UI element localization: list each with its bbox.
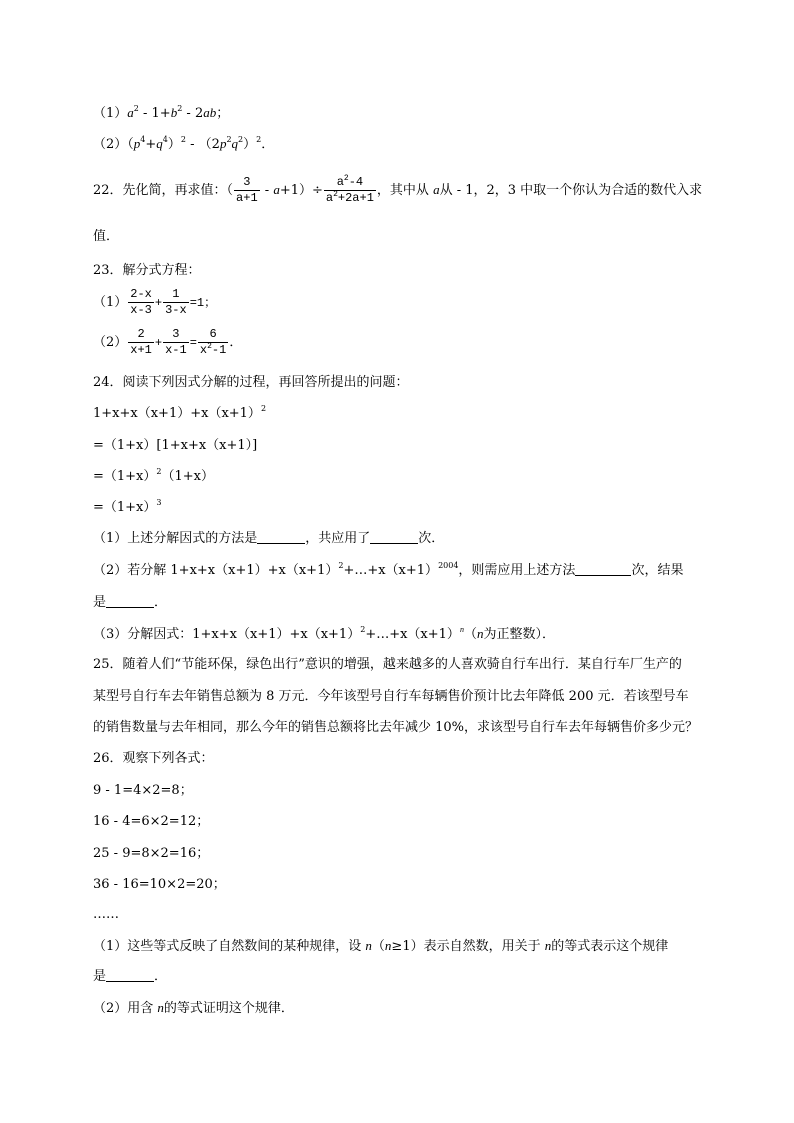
answer-blank xyxy=(370,531,418,544)
q24-part2-line2: 是 ． xyxy=(93,595,168,610)
q26-title: 26．观察下列各式： xyxy=(93,751,214,766)
q24-part3: （3）分解因式：$1+x+x(x+1)+x(x+1)^2+\dots+x(x+1)^n(n$为正整数）． xyxy=(93,625,555,642)
answer-blank xyxy=(106,969,154,982)
q26-part1-line2: 是 ． xyxy=(93,969,168,984)
q26-eq3: 25 - 9=8×2=16； xyxy=(93,846,210,861)
q23-part2: （2） $\frac{2}{x+1}$ + $\frac{3}{x-1}$ = $\frac{6}{x^2-1}$ ． xyxy=(93,327,243,357)
answer-blank xyxy=(257,531,305,544)
q26-eq1: 9 - 1=4×2=8； xyxy=(93,783,193,798)
q24-step1: $1+x+x(x+1)+x(x+1)^2$ xyxy=(93,404,267,421)
q22-line1: 22．先化简，再求值：（ $\frac{3}{a+1}$ - a+1）÷ $\frac{a^2-4}{a^2+2a+1}$ ，其中从 a从 - 1，2，3 中取一个你认为合适的数代入求 xyxy=(93,174,703,205)
q23-title: 23．解分式方程： xyxy=(93,263,201,278)
q23-part1: （1） $\frac{2-x}{x-3}$ + $\frac{1}{3-x}$ =1； xyxy=(93,287,217,317)
q25-line1: 25．随着人们“节能环保，绿色出行”意识的增强，越来越多的人喜欢骑自行车出行．某自行车厂生产的 xyxy=(93,657,682,672)
q23-p2-fraction-2: $\frac{3}{x-1}$ xyxy=(165,327,187,357)
q23-p1-fraction-1: $\frac{2-x}{x-3}$ xyxy=(130,287,152,317)
q24-part1: （1）上述分解因式的方法是 ，共应用了 次． xyxy=(93,531,445,546)
q26-eq2: 16 - 4=6×2=12； xyxy=(93,814,210,829)
q26-ellipsis: …… xyxy=(93,907,119,922)
q24-step3: $=(1+x)^2(1+x)$ xyxy=(93,467,214,484)
q23-p1-fraction-2: $\frac{1}{3-x}$ xyxy=(165,287,187,317)
q26-part1: （1）这些等式反映了自然数间的某种规律，设 n（n≥1）表示自然数，用关于 n的等式表示这个规律 xyxy=(93,938,669,954)
q21-part2: $(2)(p^4+q^4)^2 - (2p^2q^2)^2$． xyxy=(93,135,275,152)
q26-part2: （2）用含 n的等式证明这个规律． xyxy=(93,1000,294,1016)
q26-eq4: 36 - 16=10×2=20； xyxy=(93,877,226,892)
q23-p2-fraction-1: $\frac{2}{x+1}$ xyxy=(130,327,152,357)
q24-step4: $=(1+x)^3$ xyxy=(93,498,162,515)
q22-fraction-1: $\frac{3}{a+1}$ xyxy=(236,175,258,205)
q24-step2: =（1+x）[1+x+x（x+1）] xyxy=(93,438,258,453)
q23-p2-fraction-3: $\frac{6}{x^2-1}$ xyxy=(199,327,227,357)
q24-title: 24．阅读下列因式分解的过程，再回答所提出的问题： xyxy=(93,375,409,390)
q25-line3: 的销售数量与去年相同，那么今年的销售总额将比去年减少 10%，求该型号自行车去年每辆售价多少元？ xyxy=(93,720,699,735)
q22-fraction-2: $\frac{a^2-4}{a^2+2a+1}$ xyxy=(325,174,374,205)
answer-blank xyxy=(106,595,154,608)
q25-line2: 某型号自行车去年销售总额为 8 万元．今年该型号自行车每辆售价预计比去年降低 200 元．若该型号车 xyxy=(93,689,689,704)
q24-part2: （2）若分解 $1+x+x(x+1)+x(x+1)^2+\dots+x(x+1)^{2004}$，则需应用上述方法 次，结果 xyxy=(93,561,684,578)
q22-line2: 值． xyxy=(93,229,120,244)
answer-blank xyxy=(575,563,631,576)
q21-part1: $(1)a^2 - 1+b^2 - 2ab$； xyxy=(93,104,230,121)
